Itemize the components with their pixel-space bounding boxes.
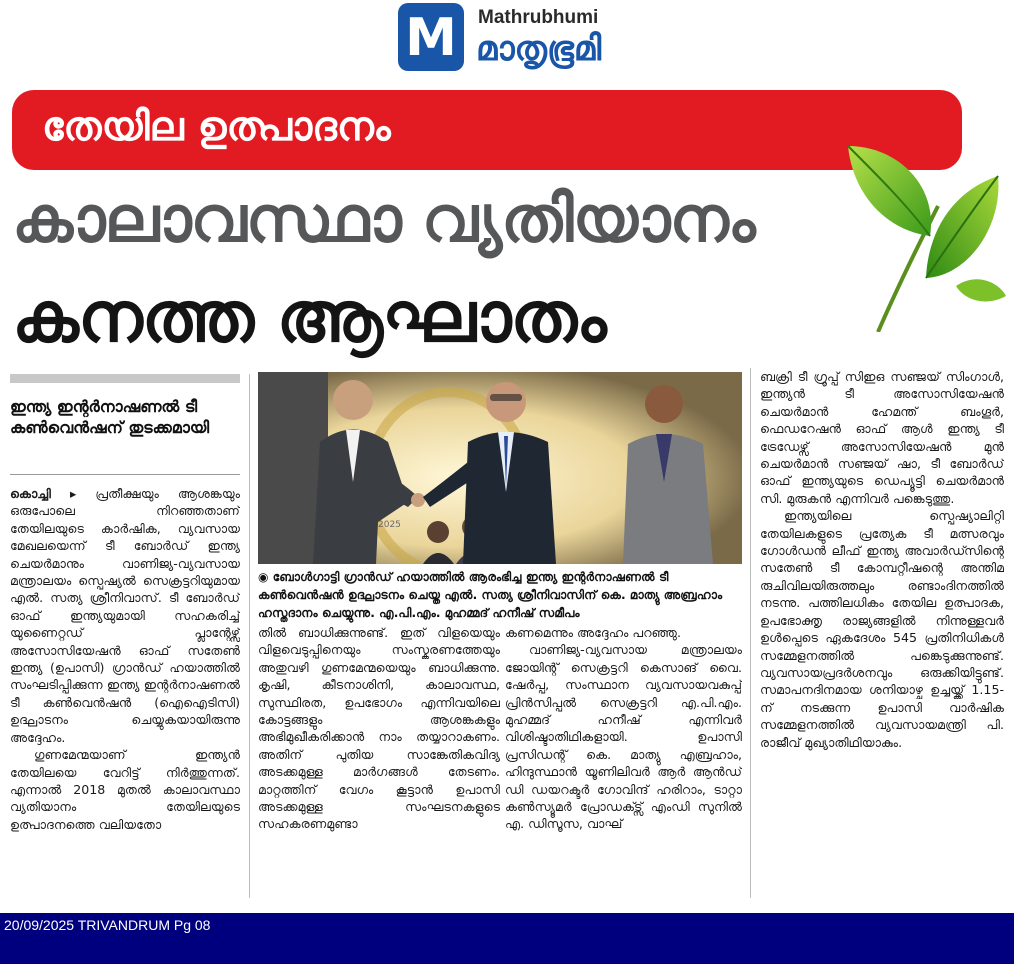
article-paragraph: തിൽ ബാധിക്കുന്നുണ്ട്. ഇത് വിളയെയും വിളവെടുപ്പിനെയും സംസ്കരണത്തേയും അതുവഴി ഗുണമേന്മയെയും ബാധിക്കുന്നു. കൃഷി, കീടനാശിനി, കാലാവസ്ഥ, സുസ്ഥിരത, ഉപഭോഗം എന്നിവയിലെ കോട്ടങ്ങളും ആശങ്കകളും അഭിമുഖീകരിക്കാൻ നാം തയ്യാറാകണം. അതിന് പുതിയ സാങ്കേതികവിദ്യ അടക്കമുള്ള മാർഗങ്ങൾ തേടണം. മാറ്റത്തിന് വേഗം കൂട്ടാൻ ഉപാസി അടക്കമുള്ള സംഘടനകളുടെ സഹകരണമുണ്ടാ [258,625,500,832]
caption-marker-icon: ◉ [258,570,269,584]
article-paragraph: കണമെന്നും അദ്ദേഹം പറഞ്ഞു. [505,625,681,640]
backdrop-year: 2025 [378,520,401,530]
dateline-arrow-icon: ▸ [69,486,77,501]
brand-name-english: Mathrubhumi [478,7,599,28]
footer-edition-info: 20/09/2025 TRIVANDRUM Pg 08 [4,917,211,933]
column-rule [750,368,751,898]
article-paragraph: ബക്രി ടീ ഗ്രൂപ്പ് സിഇഒ സഞ്ജയ് സിംഗാൾ, ഇന്ത്യൻ ടീ അസോസിയേഷൻ ചെയർമാൻ ഹേമന്ത് ബംഗൂർ, ഫെഡറേഷൻ ഓഫ് ആൾ ഇന്ത്യ ടീ ട്രേഡേഴ്സ് അസോസിയേഷൻ മുൻ ചെയർമാൻ സഞ്ജയ് ഷാ, ടീ ബോർഡ് ഓഫ് ഇന്ത്യയുടെ ഡെപ്യൂട്ടി ചെയർമാൻ സി. മുരുകൻ എന്നിവർ പങ്കെടുത്തു. [760,369,1004,506]
photo-caption [258,568,742,622]
article-paragraph: വാണിജ്യ-വ്യവസായ മന്ത്രാലയം ജോയിന്റ് സെക്രട്ടറി കെസാങ് വൈ. ഷേർപ്പ, സംസ്ഥാന വ്യവസായവകുപ്പ് പ്രിൻസിപ്പൽ സെക്രട്ടറി എ.പി.എം. മുഹമ്മദ് ഹനീഷ് എന്നിവർ വിശിഷ്ടാതിഥികളായി. ഉപാസി പ്രസിഡന്റ് കെ. മാത്യു എബ്രഹാം, ഹിന്ദുസ്ഥാൻ യൂണിലിവർ ആർ ആൻഡ് ഡി ഡയറക്ടർ ഗോവിന്ദ് ഹരിറാം, ടാറ്റാ കൺസ്യൂമർ പ്രോഡക്ട്സ് എംഡി സുനിൽ എ. ഡിസൂസ, വാഘ് [505,642,742,832]
column-rule [249,374,250,898]
subhead-rule [10,374,240,383]
masthead-logo [398,3,698,73]
subhead-divider [10,474,240,475]
page-footer [0,913,1014,964]
kicker-text: തേയില ഉത്പാദനം [42,104,391,150]
brand-name-malayalam: മാതൃഭൂമി [476,29,602,69]
article-column-2 [258,624,500,897]
article-paragraph: ഗുണമേന്മയാണ് ഇന്ത്യൻ തേയിലയെ വേറിട്ട് നിർത്തുന്നത്. എന്നാൽ 2018 മുതൽ കാലാവസ്ഥാ വ്യതിയാനം തേയിലയുടെ ഉത്പാദനത്തെ വലിയതോ [10,747,240,832]
tea-leaf-icon [838,136,1008,332]
logo-mark: M [398,3,464,71]
kicker-band [12,90,962,170]
headline-line-2: കനത്ത ആഘാതം [12,276,606,358]
article-lead: പ്രതീക്ഷയും ആശങ്കയും ഒരുപോലെ നിറഞ്ഞതാണ് തേയിലയുടെ കാർഷിക, വ്യവസായ മേഖലയെന്ന് ടീ ബോർഡ് ഇന്ത്യ ചെയർമാനും വാണിജ്യ-വ്യവസായ മന്ത്രാലയം സ്പെഷ്യൽ സെക്രട്ടറിയുമായ എൽ. സത്യ ശ്രീനിവാസ്. ടീ ബോർഡ് ഓഫ് ഇന്ത്യയുമായി സഹകരിച്ച് യുണൈറ്റഡ് പ്ലാന്റേഴ്സ് അസോസിയേഷൻ ഓഫ് സതേൺ ഇന്ത്യ (ഉപാസി) ഗ്രാൻഡ് ഹയാത്തിൽ സംഘടിപ്പിക്കുന്ന ഇന്ത്യ ഇന്റർനാഷണൽ ടീ കൺവെൻഷൻ (ഐഐടിസി) ഉദ്ഘാടനം ചെയ്യുകയായിരുന്നു അദ്ദേഹം. [10,486,240,745]
article-column-1 [10,485,240,897]
photo-illustration [258,372,742,564]
headline-line-1: കാലാവസ്ഥാ വ്യതിയാനം [12,183,755,257]
article-column-4 [760,368,1004,898]
article-paragraph: ഇന്ത്യയിലെ സ്പെഷ്യാലിറ്റി തേയിലകളുടെ പ്രത്യേക ടീ മത്സരവും ഗോൾഡൻ ലീഫ് ഇന്ത്യ അവാർഡ്സിന്റെ സതേൺ ടീ കോമ്പറ്റീഷന്റെ അന്തിമ രുചിവിലയിരുത്തലും രണ്ടാംദിനത്തിൽ നടന്നു. പത്തിലധികം തേയില ഉത്പാദക, ഉപഭോക്തൃ രാജ്യങ്ങളിൽ നിന്നുള്ളവർ ഉൾപ്പെടെ ഏകദേശം 545 പ്രതിനിധികൾ സമ്മേളനത്തിൽ പങ്കെടുക്കുന്നുണ്ട്. വ്യവസായപ്രദർശനവും ഒരുക്കിയിട്ടുണ്ട്. സമാപനദിനമായ ശനിയാഴ്ച ഉച്ചയ്ക്ക് 1.15-ന് നടക്കുന്ന ഉപാസി വാർഷിക സമ്മേളനത്തിൽ വ്യവസായമന്ത്രി പി. രാജീവ് മുഖ്യാതിഥിയാകും. [760,508,1004,750]
article-column-3 [505,624,742,897]
event-photo [258,372,742,564]
dateline-place: കൊച്ചി [10,486,51,501]
caption-text: ബോൾഗാട്ടി ഗ്രാൻഡ് ഹയാത്തിൽ ആരംഭിച്ച ഇന്ത്യ ഇന്റർനാഷണൽ ടീ കൺവെൻഷൻ ഉദ്ഘാടനം ചെയ്ത എൽ. സത്യ ശ്രീനിവാസിന് കെ. മാത്യു അബ്രഹാം ഹസ്തദാനം ചെയ്യുന്നു. എ.പി.എം. മുഹമ്മദ് ഹനീഷ് സമീപം [258,570,723,620]
subhead: ഇന്ത്യ ഇന്റർനാഷണൽ ടീ കൺവെൻഷന് തുടക്കമായി [10,397,210,437]
